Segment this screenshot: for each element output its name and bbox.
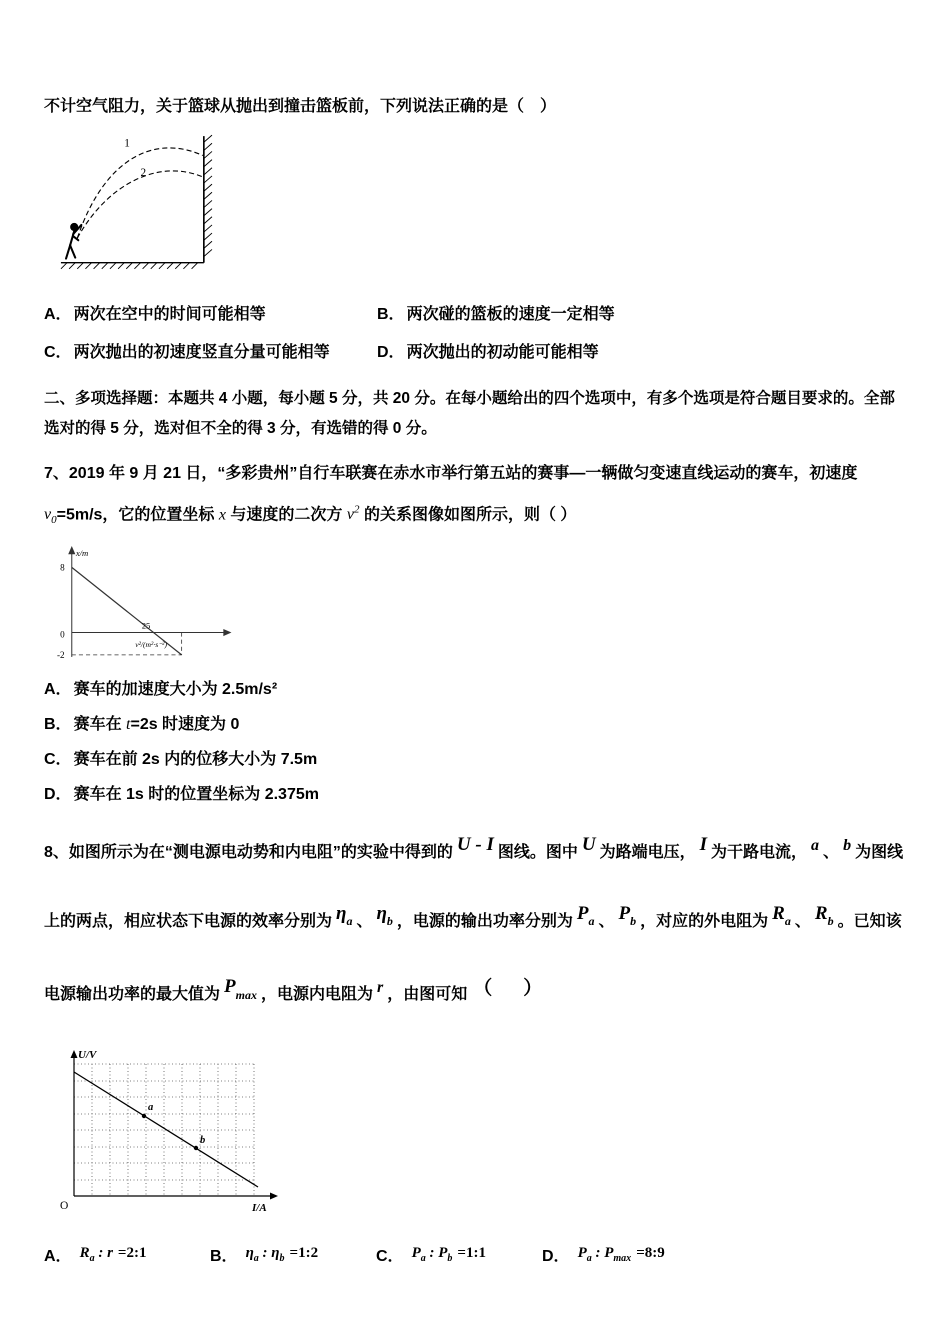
text-run: 与速度的二次方	[225, 506, 347, 524]
section-2-header	[44, 384, 906, 444]
x-axis-label: I/A	[252, 1202, 267, 1215]
math-subscript: b	[386, 914, 393, 929]
option-label: A．	[44, 680, 72, 698]
option-label: C．	[376, 1248, 404, 1266]
origin-label: O	[60, 1200, 69, 1213]
math-subscript: b	[827, 914, 834, 929]
q6-options	[44, 303, 906, 364]
ratio-colon: :	[258, 1245, 272, 1262]
math-subscript: a	[253, 1253, 259, 1265]
trajectory-1-label: 1	[124, 137, 130, 150]
q6-figure	[48, 130, 906, 283]
math-base: U - I	[456, 833, 494, 855]
ratio-colon: :	[591, 1245, 605, 1262]
text-run: 。已知该电源输出功率的最大值为	[44, 912, 902, 1004]
math-p-max	[224, 976, 257, 1003]
math-v-squared	[347, 506, 360, 523]
math-base: η	[271, 1245, 280, 1262]
player-figure	[66, 223, 81, 259]
math-base: r	[376, 979, 384, 997]
point-a-dot	[142, 1114, 146, 1118]
math-base: η	[245, 1245, 254, 1262]
wall-hatching	[204, 135, 212, 256]
math-subscript: a	[784, 914, 791, 929]
q6-stem	[44, 96, 906, 118]
math-p-b	[618, 902, 637, 929]
math-subscript: a	[586, 1253, 592, 1265]
math-base: P	[604, 1245, 614, 1262]
option-label: D．	[377, 344, 405, 361]
text-run: 8、如图所示为在“测电源电动势和内电阻”的实验中得到的	[44, 843, 453, 861]
text-run: 为干路电流，	[711, 843, 808, 861]
math-base: R	[814, 902, 828, 924]
math-subscript: max	[613, 1253, 632, 1265]
option-text: 两次抛出的初动能可能相等	[406, 344, 599, 361]
ratio-value: =8:9	[636, 1245, 665, 1262]
option-math	[245, 1245, 319, 1265]
option-math	[577, 1245, 665, 1265]
math-base: v	[346, 506, 354, 524]
option-text: 两次抛出的初速度竖直分量可能相等	[73, 344, 330, 361]
math-r-b	[814, 902, 834, 929]
point-b-label: b	[200, 1135, 206, 1147]
text-run: 、	[794, 912, 811, 930]
math-subscript: b	[447, 1253, 453, 1265]
option-label: D．	[44, 785, 72, 803]
option-text: 赛车在 1s 时的位置坐标为 2.375m	[73, 785, 319, 803]
point-b-dot	[194, 1146, 198, 1150]
basketball-figure	[48, 130, 228, 278]
q7-stem	[44, 456, 906, 539]
option-text: 赛车在	[73, 715, 127, 733]
y-tick-neg2: -2	[57, 649, 65, 660]
q6-option-a	[44, 303, 377, 326]
ratio-value: =1:1	[457, 1245, 486, 1262]
text-run: 的关系图像如图所示，则（ ）	[359, 506, 577, 524]
text-run: 为图线上的两点，相应状态下电源的效率分别为	[44, 843, 904, 930]
math-subscript: a	[420, 1253, 426, 1265]
math-base: r	[107, 1245, 113, 1262]
q8-option-b	[210, 1243, 376, 1268]
answer-parentheses: （ ）	[473, 978, 549, 1000]
y-axis-label: x/m	[75, 547, 89, 558]
math-base: I	[699, 833, 708, 855]
math-u	[582, 834, 596, 855]
y-tick-8: 8	[60, 561, 65, 572]
x-tick-25: 25	[141, 619, 151, 630]
math-base: P	[411, 1245, 421, 1262]
text-run: 为路端电压，	[599, 843, 696, 861]
text-run: ，对应的外电阻为	[640, 912, 769, 930]
option-text: 赛车的加速度大小为 2.5m/s²	[73, 680, 278, 698]
u-i-graph	[44, 1044, 294, 1214]
option-label: A．	[44, 1248, 72, 1266]
option-label: C．	[44, 750, 72, 768]
section-2-text: 二、多项选择题：本题共 4 小题，每小题 5 分，共 20 分。在每小题给出的四个选项中，有多个选项是符合题目要求的。全部选对的得 5 分，选对但不全的得 3 分，有选错的得 0 分。	[44, 390, 895, 437]
q8-option-a	[44, 1243, 210, 1268]
q7-options	[44, 678, 906, 806]
math-v0	[44, 506, 57, 527]
math-subscript: a	[346, 914, 353, 929]
math-base: P	[618, 902, 631, 924]
x-axis-arrow	[223, 628, 231, 635]
math-u-i	[457, 834, 494, 855]
math-base: P	[576, 902, 589, 924]
q8-figure	[44, 1044, 906, 1219]
math-subscript: b	[279, 1253, 285, 1265]
option-label: A．	[44, 306, 72, 323]
y-axis-label: U/V	[78, 1049, 97, 1062]
math-t: t	[126, 715, 131, 733]
math-base: P	[438, 1245, 448, 1262]
text-run: ，由图可知	[387, 986, 468, 1004]
ratio-colon: :	[94, 1245, 108, 1262]
ground-hatching	[61, 263, 198, 269]
math-base: b	[843, 836, 852, 854]
math-subscript: a	[588, 914, 595, 929]
q6-option-d	[377, 341, 906, 364]
option-text: 赛车在前 2s 内的位移大小为 7.5m	[73, 750, 318, 768]
y-tick-0: 0	[60, 629, 65, 640]
text-run: ，电源内电阻为	[260, 986, 373, 1004]
q8-stem	[44, 818, 906, 1035]
text-run: 、	[823, 843, 840, 861]
option-label: B．	[210, 1248, 238, 1266]
text-run: 图线。图中	[497, 843, 578, 861]
q6-stem-text: 不计空气阻力，关于篮球从抛出到撞击篮板前，下列说法正确的是（ ）	[44, 98, 557, 115]
math-base: η	[376, 902, 387, 924]
option-text: 两次在空中的时间可能相等	[73, 306, 266, 323]
ratio-value: =1:2	[289, 1245, 319, 1262]
trajectory-1-path	[77, 148, 203, 238]
math-subscript: max	[235, 988, 257, 1003]
math-base: η	[336, 902, 347, 924]
math-base: U	[581, 833, 596, 855]
option-text: 两次碰的篮板的速度一定相等	[406, 306, 615, 323]
option-label: B．	[377, 306, 405, 323]
q8-option-d	[542, 1243, 665, 1268]
math-base: P	[224, 976, 236, 998]
math-base: a	[811, 836, 820, 854]
x-v2-graph	[44, 543, 244, 661]
q8-options	[44, 1243, 906, 1268]
q8-option-c	[376, 1243, 542, 1268]
option-math	[79, 1245, 147, 1265]
x-axis-label: v²/(m²·s⁻²)	[135, 639, 168, 649]
q6-option-b	[377, 303, 906, 326]
math-base: R	[772, 902, 785, 924]
option-label: B．	[44, 715, 72, 733]
option-text: =2s 时速度为 0	[130, 715, 240, 733]
option-label: C．	[44, 344, 72, 361]
ratio-colon: :	[425, 1245, 439, 1262]
y-axis-arrow	[68, 546, 75, 554]
y-axis-arrow	[71, 1050, 78, 1058]
math-a	[811, 837, 819, 854]
q6-option-c	[44, 341, 377, 364]
trajectory-2-path	[77, 171, 203, 238]
math-base: R	[79, 1245, 90, 1262]
option-math	[411, 1245, 486, 1265]
u-i-line	[74, 1072, 258, 1187]
text-run: =5m/s，它的位置坐标	[56, 506, 219, 524]
trajectory-2-label: 2	[140, 166, 147, 179]
option-label: D．	[542, 1248, 570, 1266]
math-subscript: a	[89, 1253, 95, 1265]
text-run: 、	[598, 912, 615, 930]
text-run: 、	[356, 912, 373, 930]
q7-option-b	[44, 713, 906, 736]
math-i	[700, 834, 707, 855]
q7-figure	[44, 543, 906, 666]
text-run: ，电源的输出功率分别为	[396, 912, 573, 930]
math-r-a	[772, 902, 791, 929]
math-subscript: b	[630, 914, 637, 929]
math-r	[377, 979, 383, 996]
math-b	[843, 837, 851, 854]
math-x: x	[218, 506, 226, 524]
math-superscript: 2	[354, 504, 360, 516]
math-p-a	[576, 902, 595, 929]
ratio-value: =2:1	[117, 1245, 147, 1262]
math-eta-b	[376, 902, 393, 929]
math-eta-a	[336, 902, 353, 929]
q7-option-c	[44, 748, 906, 771]
math-subscript: 0	[51, 514, 57, 527]
text-run: 7、2019 年 9 月 21 日，“多彩贵州”自行车联赛在赤水市举行第五站的赛事—一辆做匀变速直线运动的赛车，初速度	[44, 465, 858, 482]
q7-option-a	[44, 678, 906, 701]
point-a-label: a	[148, 1102, 154, 1114]
x-axis-arrow	[270, 1193, 278, 1200]
math-base: P	[577, 1245, 587, 1262]
math-base: v	[44, 506, 52, 524]
q7-option-d	[44, 783, 906, 806]
